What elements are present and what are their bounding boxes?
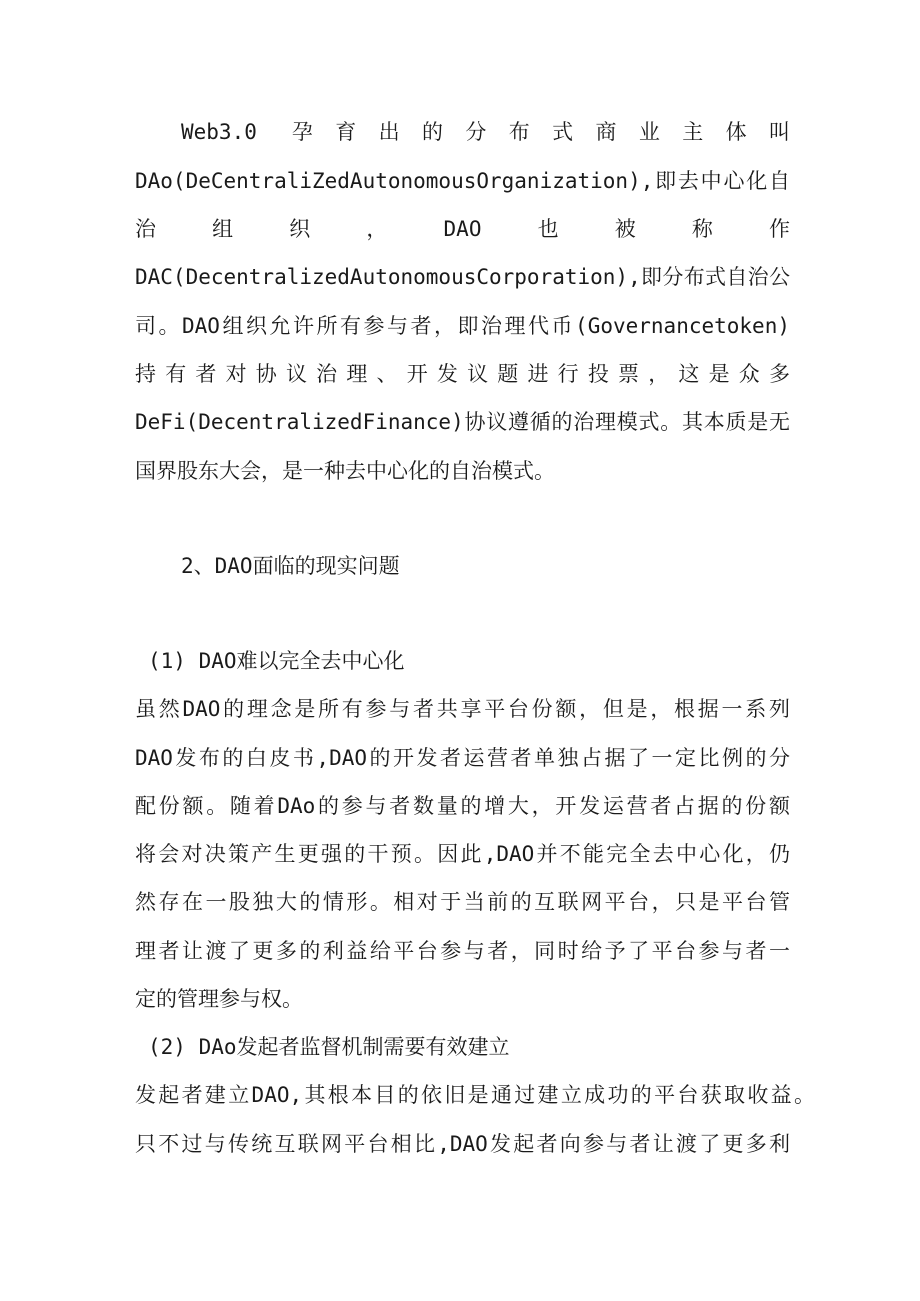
subsection-heading: (1) DAO难以完全去中心化 <box>148 649 405 673</box>
paragraph-line: 司。DAO组织允许所有参与者，即治理代币(Governancetoken) <box>135 314 790 338</box>
paragraph-line: Web3.0 孕育出的分布式商业主体叫 <box>181 120 790 144</box>
paragraph-line: DAC(DecentralizedAutonomousCorporation),即分布式自治公 <box>135 265 790 289</box>
paragraph-line: 将会对决策产生更强的干预。因此,DAO并不能完全去中心化，仍 <box>135 842 790 866</box>
paragraph-line: 然存在一股独大的情形。相对于当前的互联网平台，只是平台管 <box>135 890 790 914</box>
paragraph-line: 虽然DAO的理念是所有参与者共享平台份额，但是，根据一系列 <box>135 697 790 721</box>
subsection-heading: (2) DAo发起者监督机制需要有效建立 <box>148 1035 510 1059</box>
paragraph-line: 发起者建立DAO,其根本目的依旧是通过建立成功的平台获取收益。 <box>135 1083 815 1107</box>
paragraph-line: 持有者对协议治理、开发议题进行投票，这是众多 <box>135 362 790 386</box>
paragraph-line: DAo(DeCentraliZedAutonomousOrganization),即去中心化自 <box>135 169 790 193</box>
paragraph-line: 治组织，DAO也被称作 <box>135 217 790 241</box>
paragraph-line: DAO发布的白皮书,DAO的开发者运营者单独占据了一定比例的分 <box>135 746 790 770</box>
section-heading: 2、DAO面临的现实问题 <box>181 554 400 578</box>
paragraph-line: 配份额。随着DAo的参与者数量的增大，开发运营者占据的份额 <box>135 794 790 818</box>
paragraph-line: DeFi(DecentralizedFinance)协议遵循的治理模式。其本质是无 <box>135 410 790 434</box>
paragraph-line: 定的管理参与权。 <box>135 987 303 1011</box>
paragraph-line: 只不过与传统互联网平台相比,DAO发起者向参与者让渡了更多利 <box>135 1132 790 1156</box>
paragraph-line: 国界股东大会，是一种去中心化的自治模式。 <box>135 459 555 483</box>
paragraph-line: 理者让渡了更多的利益给平台参与者，同时给予了平台参与者一 <box>135 939 790 963</box>
